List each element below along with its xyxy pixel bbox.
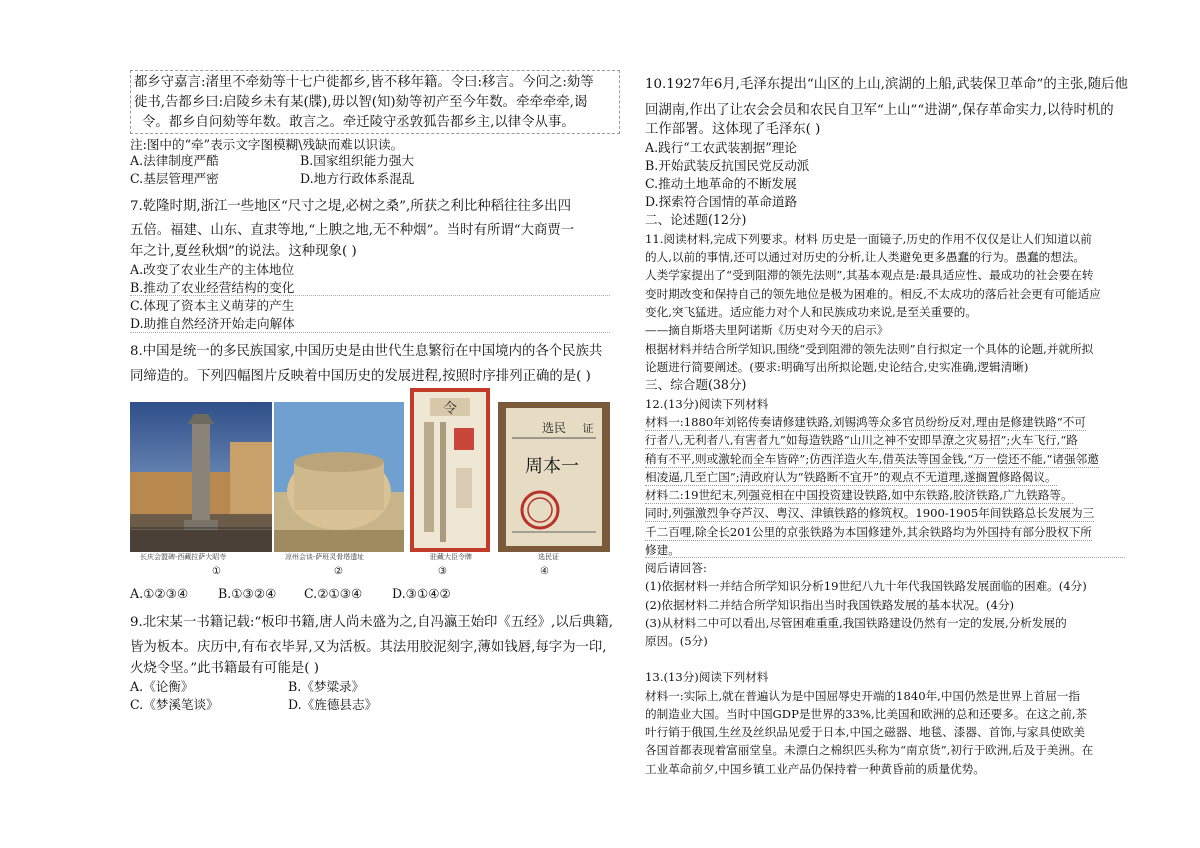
q9-option-d[interactable]: D.《旌德县志》 — [288, 697, 378, 712]
q10-line: 10.1927年6月,毛泽东提出“山区的上山,滨湖的上船,武装保卫革命”的主张,随后他 — [645, 77, 1128, 92]
q13-line: 各国首都表现着富丽堂皇。未漂白之棉织匹头称为“南京货”,初行于欧洲,后及于美洲。在 — [645, 743, 1094, 757]
q7-line: 年之计,夏丝秋烟”的说法。这种现象( ) — [130, 244, 357, 259]
q11-line: 变时期改变和保持自己的领先地位是极为困难的。相反,不太成功的落后社会更有可能适应 — [645, 287, 1101, 301]
box-line: 徙书,告都乡曰:启陵乡未有某(牒),毋以智(知)劾等初产至今年数。牵牵牵牵,谒 — [134, 95, 588, 110]
q9-line: 皆为板本。庆历中,有布衣毕昇,又为活板。其法用胶泥刻字,薄如钱唇,每字为一印, — [130, 640, 607, 655]
q10-option-c[interactable]: C.推动土地革命的不断发展 — [645, 176, 797, 191]
q12-sub-question: (3)从材料二中可以看出,尽管困难重重,我国铁路建设仍然有一定的发展,分析发展的 — [645, 616, 1067, 630]
voter-card-photo — [498, 402, 610, 552]
q12-line: 稍有不平,则或激轮而全车皆碎”;仿西洋造火车,借英法等国金钱,“万一偿还不能,“诸强邻邀 — [645, 452, 1099, 466]
pagoda-ruin-photo — [274, 402, 404, 552]
q13-line: 材料一:实际上,就在普遍认为是中国屈辱史开端的1840年,中国仍然是世界上首屈一指 — [645, 689, 1080, 703]
divider — [130, 332, 610, 333]
circle-num-4: ④ — [540, 566, 549, 577]
q8-option-b[interactable]: B.①③②④ — [218, 586, 277, 601]
note: 注:图中的“牵”表示文字图模糊\残缺而难以识读。 — [130, 137, 404, 152]
q12-line: 行者八,无利者八,有害者九”如每造铁路“山川之神不安即旱潦之灾易招”;火车飞行,“路 — [645, 433, 1078, 447]
q9-option-b[interactable]: B.《梦粱录》 — [288, 679, 365, 694]
stele-photo — [130, 402, 272, 552]
q10-option-a[interactable]: A.践行“工农武装割据”理论 — [645, 140, 797, 155]
q9-line: 9.北宋某一书籍记载:“板印书籍,唐人尚未盛为之,自冯瀛王始印《五经》,以后典籍, — [130, 615, 614, 630]
q11-line: 变化,突飞猛进。适应能力对个人和民族成功来说,是至关重要的。 — [645, 305, 977, 319]
q6-option-d[interactable]: D.地方行政体系混乱 — [300, 171, 415, 186]
divider — [645, 557, 1125, 558]
q8-line: 同缔造的。下列四幅图片反映着中国历史的发展进程,按照时序排列正确的是( ) — [130, 369, 591, 384]
q12-sub-question: (1)依据材料一并结合所学知识分析19世纪八九十年代我国铁路发展面临的困难。(4分) — [645, 579, 1087, 593]
circle-num-1: ① — [212, 566, 221, 577]
q11-line: 的人,以前的事情,还可以通过对历史的分析,让人类避免更多愚蠢的行为。愚蠢的想法。 — [645, 250, 1086, 264]
token-char: 令 — [443, 401, 457, 417]
q13-line: 的制造业大国。当时中国GDP是世界的33%,比美国和欧洲的总和还要多。在这之前,茶 — [645, 707, 1088, 721]
q8-option-d[interactable]: D.③①④② — [392, 586, 451, 601]
card-title: 选民 — [541, 421, 567, 435]
q6-option-c[interactable]: C.基层管理严密 — [130, 171, 219, 186]
section-3-heading: 三、综合题(38分) — [645, 377, 747, 392]
caption-4: 选民证 — [538, 553, 559, 561]
q8-line: 8.中国是统一的多民族国家,中国历史是由世代生息繁衍在中国境内的各个民族共 — [130, 344, 603, 359]
token-photo — [410, 388, 490, 552]
q7-line: 7.乾隆时期,浙江一些地区“尺寸之堤,必树之桑”,所获之利比种稻往往多出四 — [130, 199, 571, 214]
q6-option-b[interactable]: B.国家组织能力强大 — [300, 153, 415, 168]
q11-line: 11.阅读材料,完成下列要求。材料 历史是一面镜子,历史的作用不仅仅是让人们知道以前 — [645, 232, 1092, 246]
q7-option-c[interactable]: C.体现了资本主义萌芽的产生 — [130, 298, 295, 313]
q7-option-d[interactable]: D.助推自然经济开始走向解体 — [130, 316, 295, 331]
q6-option-a[interactable]: A.法律制度严酷 — [130, 153, 219, 168]
q10-option-b[interactable]: B.开始武装反抗国民党反动派 — [645, 158, 810, 173]
q7-option-a[interactable]: A.改变了农业生产的主体地位 — [130, 262, 295, 277]
q12-sub-question: (2)依据材料二并结合所学知识指出当时我国铁路发展的基本状况。(4分) — [645, 598, 1015, 612]
q10-line: 回湖南,作出了让农会会员和农民自卫军“上山”“进湖”,保存革命实力,以待时机的 — [645, 103, 1114, 118]
q9-option-c[interactable]: C.《梦溪笔谈》 — [130, 697, 219, 712]
caption-1: 长庆会盟碑·西藏拉萨大昭寺 — [140, 553, 227, 561]
circle-num-3: ③ — [438, 566, 447, 577]
q11-line: 根据材料并结合所学知识,围绕“受到阻滞的领先法则”自行拟定一个具体的论题,并就所拟 — [645, 342, 1094, 356]
caption-3: 驻藏大臣令牌 — [430, 553, 472, 561]
q11-line: 人类学家提出了“受到阻滞的领先法则”,其基本观点是:最具适应性、最成功的社会要在转 — [645, 268, 1094, 282]
circle-num-2: ② — [334, 566, 343, 577]
q12-line: 修建。 — [645, 543, 680, 557]
q11-line: 论题进行简要阐述。(要求:明确写出所拟论题,史论结合,史实准确,逻辑清晰) — [645, 360, 1029, 374]
caption-2: 凉州会谈·萨班灵骨塔遗址 — [285, 553, 365, 561]
q11-citation: ——摘自斯塔夫里阿诺斯《历史对今天的启示》 — [645, 323, 889, 337]
q12-line: 千二百哩,除全长201公里的京张铁路为本国修建外,其余铁路均为外国持有部分股权下所 — [645, 525, 1092, 539]
q10-option-d[interactable]: D.探索符合国情的革命道路 — [645, 194, 798, 209]
q8-option-c[interactable]: C.②①③④ — [304, 586, 363, 601]
card-title-2: 证 — [582, 422, 594, 435]
q12-line: 材料二:19世纪末,列强竞相在中国投资建设铁路,如中东铁路,胶济铁路,广九铁路等。 — [645, 488, 1073, 502]
q12-line: 相凌逼,几至亡国”;清政府认为“铁路断不宜开”的观点不无道理,遂搁置修路偈议。 — [645, 470, 1057, 484]
q12-line: 同时,列强激烈争夺芦汉、粤汉、津镇铁路的修筑权。1900-1905年间铁路总长发展为三 — [645, 506, 1095, 520]
q7-option-b[interactable]: B.推动了农业经营结构的变化 — [130, 280, 295, 295]
q8-option-a[interactable]: A.①②③④ — [130, 586, 189, 601]
card-name: 周本一 — [525, 456, 579, 477]
box-line: 都乡守嘉言:渚里不牵劾等十七户徙都乡,皆不移年籍。令曰:移言。今问之:劾等 — [134, 75, 594, 90]
box-line: 令。都乡自问劾等年数。敢言之。牵迁陵守丞敦狐告都乡主,以律令从事。 — [142, 115, 575, 130]
q13-line: 叶行销于俄国,生丝及丝织品见爱于日本,中国之磁器、地毯、漆器、首饰,与家具使欧美 — [645, 725, 1086, 739]
q12-line: 材料一:1880年刘铭传奏请修建铁路,刘锡鸿等众多官员纷纷反对,理由是修建铁路“不可 — [645, 415, 1086, 429]
q9-option-a[interactable]: A.《论衡》 — [130, 679, 194, 694]
q9-line: 火烧令坚。”此书籍最有可能是( ) — [130, 661, 319, 676]
q10-line: 工作部署。这体现了毛泽东( ) — [645, 122, 821, 137]
q12-prompt: 阅后请回答: — [645, 561, 707, 575]
divider — [130, 295, 610, 296]
q13-line: 工业革命前夕,中国乡镇工业产品仍保持着一种黄昏前的质量优势。 — [645, 762, 985, 776]
q12-sub-question: 原因。(5分) — [645, 634, 708, 648]
q12-line: 12.(13分)阅读下列材料 — [645, 397, 769, 411]
q7-line: 五倍。福建、山东、直隶等地,“上腴之地,无不种烟”。当时有所谓“大商贾一 — [130, 223, 575, 238]
section-2-heading: 二、论述题(12分) — [645, 212, 747, 227]
q13-line: 13.(13分)阅读下列材料 — [645, 670, 769, 684]
